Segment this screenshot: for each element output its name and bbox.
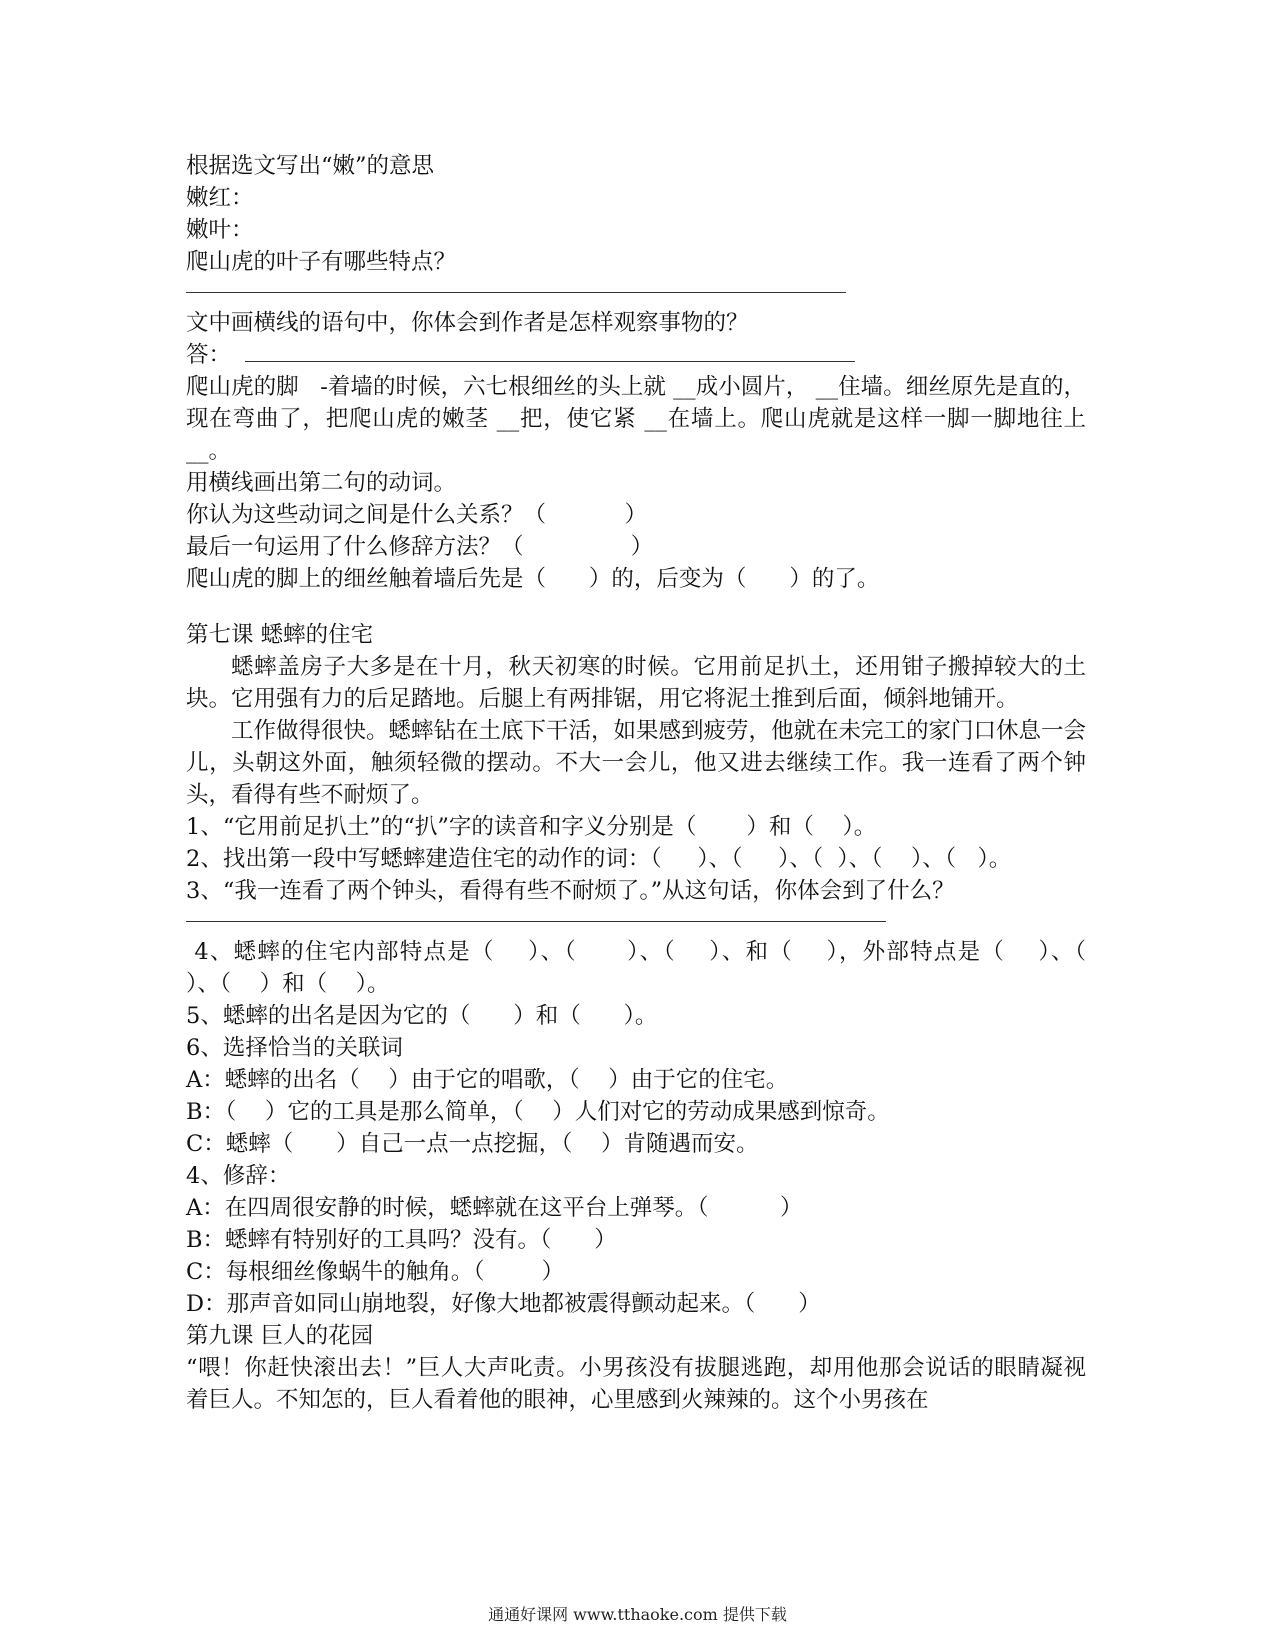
question-verb-relation: 你认为这些动词之间是什么关系？（ ） <box>186 502 648 528</box>
lesson-7-question-rhetoric-a: A：在四周很安静的时候，蟋蟀就在这平台上弹琴。（ ） <box>186 1195 803 1221</box>
question-silk-change: 爬山虎的脚上的细丝触着墙后先是（ ）的，后变为（ ）的了。 <box>186 566 880 592</box>
answer-line <box>186 292 846 293</box>
lesson-7-question-3: 3、“我一连看了两个钟头，看得有些不耐烦了。”从这句话，你体会到了什么？ <box>186 878 955 904</box>
lesson-7-question-2: 2、找出第一段中写蟋蟀建造住宅的动作的词：（ ）、（ ）、（ ）、（ ）、（ ）。 <box>186 846 1012 872</box>
lesson-7-question-rhetoric-d: D：那声音如同山崩地裂，好像大地都被震得颤动起来。（ ） <box>186 1291 821 1317</box>
document-body <box>186 150 1129 1416</box>
lesson-7-question-4: 4、蟋蟀的住宅内部特点是（ ）、（ ）、（ ）、和（ ），外部特点是（ ）、（ ）、（ ）和（ ）。 <box>186 939 1129 997</box>
question-meaning-a: 嫩红： <box>186 185 254 211</box>
question-meaning-title: 根据选文写出“嫩”的意思 <box>186 153 435 179</box>
question-observation: 文中画横线的语句中，你体会到作者是怎样观察事物的？ <box>186 310 749 336</box>
spacer <box>186 595 1086 619</box>
page-footer: 通通好课网 www.tthaoke.com 提供下载 <box>488 1605 787 1624</box>
answer-line <box>186 921 886 922</box>
question-leaf-features: 爬山虎的叶子有哪些特点？ <box>186 249 457 275</box>
answer-blank <box>245 341 855 362</box>
lesson-7-question-6a: A：蟋蟀的出名（ ）由于它的唱歌，（ ）由于它的住宅。 <box>186 1067 789 1093</box>
lesson-7-question-1: 1、“它用前足扒土”的“扒”字的读音和字义分别是（ ）和（ ）。 <box>186 814 877 840</box>
lesson-7-question-rhetoric: 4、修辞： <box>186 1163 291 1189</box>
answer-label: 答： <box>186 342 232 368</box>
lesson-9-paragraph: “喂！你赶快滚出去！”巨人大声叱责。小男孩没有拔腿逃跑，却用他那会说话的眼睛凝视着巨人。不知怎的，巨人看着他的眼神，心里感到火辣辣的。这个小男孩在 <box>186 1355 1086 1413</box>
answer-row <box>186 339 1086 371</box>
question-meaning-b: 嫩叶： <box>186 217 254 243</box>
lesson-7-paragraph-2: 工作做得很快。蟋蟀钻在土底下干活，如果感到疲劳，他就在未完工的家门口休息一会儿，头朝这外面，触须轻微的摆动。不大一会儿，他又进去继续工作。我一连看了两个钟头，看得有些不耐烦了。 <box>186 718 1087 808</box>
lesson-7-title: 第七课 蟋蟀的住宅 <box>186 622 374 648</box>
lesson-7-question-rhetoric-c: C：每根细丝像蜗牛的触角。（ ） <box>186 1259 565 1285</box>
lesson-7-question-6: 6、选择恰当的关联词 <box>186 1035 403 1061</box>
question-underline-verbs: 用横线画出第二句的动词。 <box>186 470 457 496</box>
lesson-9-title: 第九课 巨人的花园 <box>186 1323 374 1349</box>
lesson-7-question-6b: B：（ ）它的工具是那么简单，（ ）人们对它的劳动成果感到惊奇。 <box>186 1099 890 1125</box>
lesson-7-question-5: 5、蟋蟀的出名是因为它的（ ）和（ ）。 <box>186 1003 658 1029</box>
lesson-7-question-rhetoric-b: B：蟋蟀有特别好的工具吗？没有。（ ） <box>186 1227 617 1253</box>
lesson-7-question-6c: C：蟋蟀（ ）自己一点一点挖掘，（ ）肯随遇而安。 <box>186 1131 759 1157</box>
passage-ivy-feet: 爬山虎的脚 -着墙的时候，六七根细丝的头上就 __成小圆片， __住墙。细丝原先是直的，现在弯曲了，把爬山虎的嫩茎 __把，使它紧 __在墙上。爬山虎就是这样一脚一脚地往上 __。 <box>186 374 1094 464</box>
lesson-7-paragraph-1: 蟋蟀盖房子大多是在十月，秋天初寒的时候。它用前足扒土，还用钳子搬掉较大的土块。它用强有力的后足踏地。后腿上有两排锯，用它将泥土推到后面，倾斜地铺开。 <box>186 654 1086 712</box>
question-rhetoric: 最后一句运用了什么修辞方法？（ ） <box>186 534 654 560</box>
